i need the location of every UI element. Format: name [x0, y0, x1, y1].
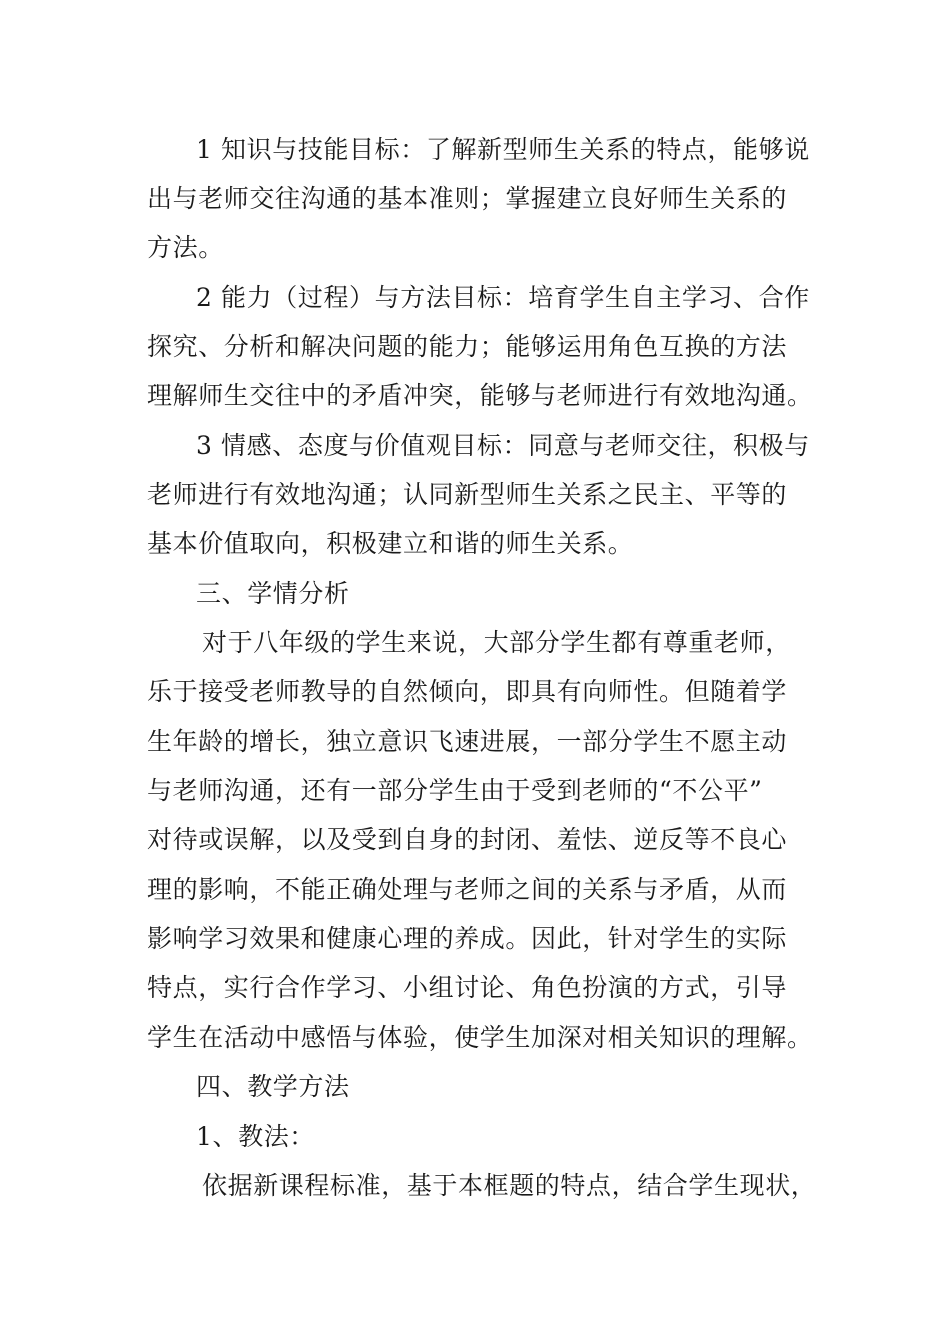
paragraph-line: 1 知识与技能目标：了解新型师生关系的特点，能够说	[196, 135, 810, 164]
paragraph-line: 出与老师交往沟通的基本准则；掌握建立良好师生关系的	[147, 184, 788, 213]
paragraph-line: 理的影响，不能正确处理与老师之间的关系与矛盾，从而	[147, 875, 788, 904]
paragraph-line: 基本价值取向，积极建立和谐的师生关系。	[147, 529, 634, 558]
paragraph-line: 理解师生交往中的矛盾冲突，能够与老师进行有效地沟通。	[147, 381, 813, 410]
paragraph-line: 特点，实行合作学习、小组讨论、角色扮演的方式，引导	[147, 973, 788, 1002]
subsection-heading: 1、教法：	[196, 1122, 315, 1151]
paragraph-line: 方法。	[147, 233, 224, 262]
paragraph-line: 探究、分析和解决问题的能力；能够运用角色互换的方法	[147, 332, 788, 361]
paragraph-line: 生年龄的增长，独立意识飞速进展，一部分学生不愿主动	[147, 727, 788, 756]
paragraph-line: 3 情感、态度与价值观目标：同意与老师交往，积极与	[196, 431, 810, 460]
section-heading: 三、学情分析	[196, 579, 350, 608]
paragraph-line: 与老师沟通，还有一部分学生由于受到老师的“不公平”	[147, 776, 763, 805]
paragraph-line: 对于八年级的学生来说，大部分学生都有尊重老师，	[202, 628, 791, 657]
paragraph-line: 老师进行有效地沟通；认同新型师生关系之民主、平等的	[147, 480, 788, 509]
section-heading: 四、教学方法	[196, 1072, 350, 1101]
paragraph-line: 2 能力（过程）与方法目标：培育学生自主学习、合作	[196, 283, 810, 312]
paragraph-line: 依据新课程标准，基于本框题的特点，结合学生现状，	[202, 1171, 817, 1200]
paragraph-line: 学生在活动中感悟与体验，使学生加深对相关知识的理解。	[147, 1023, 813, 1052]
paragraph-line: 影响学习效果和健康心理的养成。因此，针对学生的实际	[147, 924, 788, 953]
paragraph-line: 乐于接受老师教导的自然倾向，即具有向师性。但随着学	[147, 677, 788, 706]
paragraph-line: 对待或误解，以及受到自身的封闭、羞怯、逆反等不良心	[147, 825, 788, 854]
